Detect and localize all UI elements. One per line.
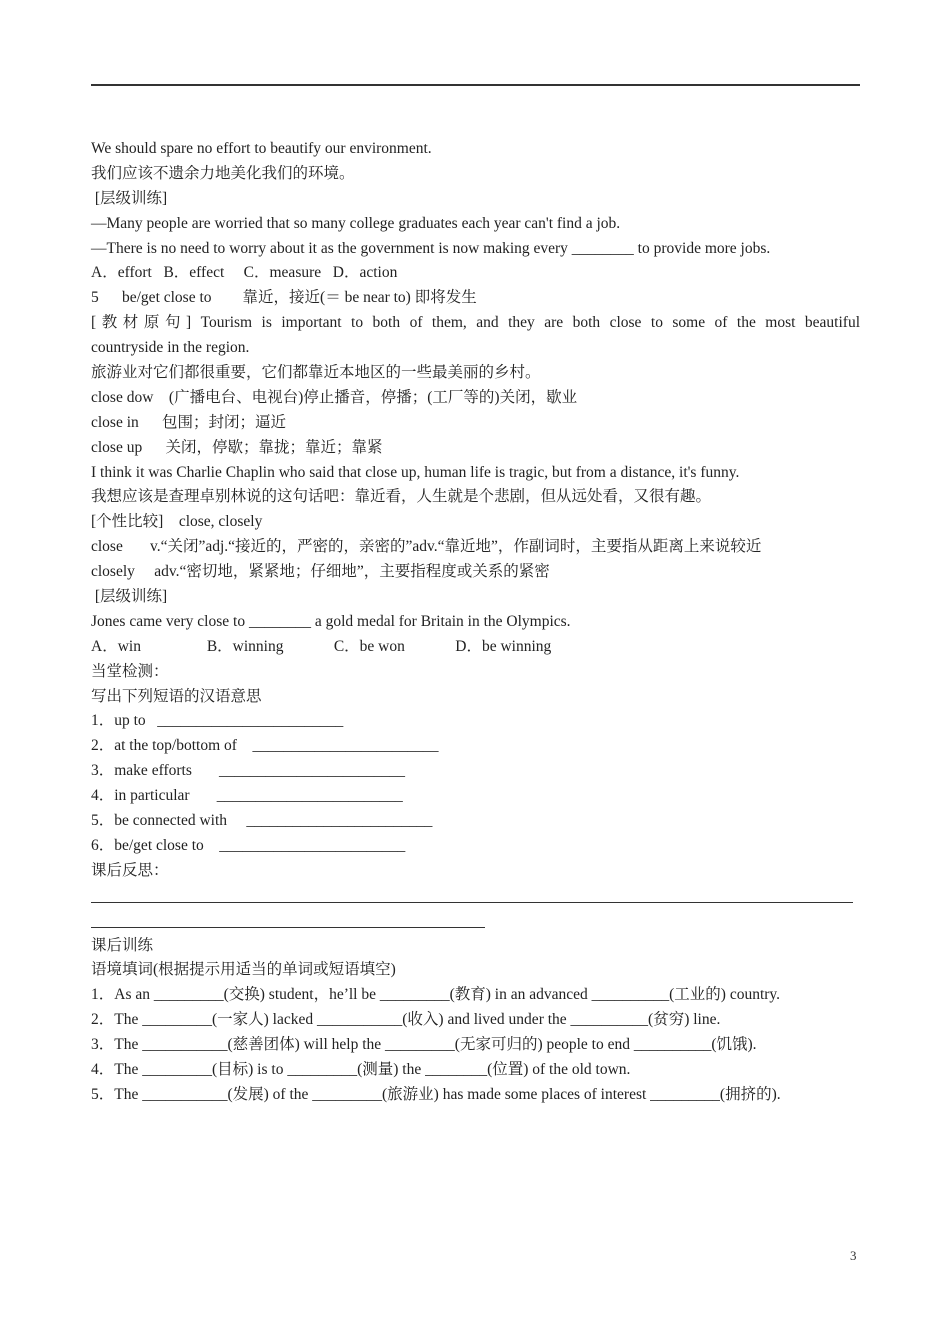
fill-in-exercise: 1．As an _________(交换) student，he’ll be _________(教育) in an advanced __________(工业的) country. — [91, 986, 781, 1004]
instruction: 语境填词(根据提示用适当的单词或短语填空) — [91, 961, 396, 979]
phrase-exercise: 5．be connected with ________________________ — [91, 812, 433, 830]
textbook-sentence: [教材原句] Tourism is important to both of them, and they are both close to some of the most beautiful — [91, 314, 860, 332]
section-heading: [层级训练] — [91, 189, 168, 207]
phrase-exercise: 3．make efforts ________________________ — [91, 762, 405, 780]
phrase-exercise: 4．in particular ________________________ — [91, 787, 403, 805]
comparison-entry: closely adv.“密切地，紧紧地；仔细地”，主要指程度或关系的紧密 — [91, 563, 550, 581]
example-sentence: I think it was Charlie Chaplin who said that close up, human life is tragic, but from a distance, it's funny. — [91, 463, 740, 481]
phrase-entry: close in 包围；封闭；逼近 — [91, 413, 287, 431]
blank-line — [91, 913, 485, 928]
section-heading: 课后训练 — [91, 936, 154, 954]
dialogue-line: —Many people are worried that so many college graduates each year can't find a job. — [91, 214, 621, 232]
header-rule — [91, 84, 860, 86]
reflection-line — [91, 884, 860, 909]
fill-in-exercise: 5．The ___________(发展) of the _________(旅游业) has made some places of interest _________(拥挤的). — [91, 1085, 781, 1103]
section-heading: [个性比较] close, closely — [91, 513, 263, 531]
phrase-exercise: 2．at the top/bottom of ________________________ — [91, 737, 439, 755]
vocab-entry: 5 be/get close to 靠近，接近(＝ be near to) 即将发生 — [91, 289, 477, 307]
instruction: 写出下列短语的汉语意思 — [91, 687, 262, 705]
document-body — [91, 137, 860, 1108]
blank-line — [91, 888, 853, 903]
fill-in-exercise: 4．The _________(目标) is to _________(测量) the ________(位置) of the old town. — [91, 1060, 631, 1078]
dialogue-line: —There is no need to worry about it as the government is now making every ________ to provide more jobs. — [91, 239, 771, 257]
example-translation: 我想应该是查理卓别林说的这句话吧：靠近看，人生就是个悲剧，但从远处看，又很有趣。 — [91, 488, 712, 506]
fill-in-exercise: 2．The _________(一家人) lacked ___________(收入) and lived under the __________(贫穷) line. — [91, 1011, 721, 1029]
section-heading: 课后反思： — [91, 861, 169, 879]
fill-in-exercise: 3．The ___________(慈善团体) will help the _________(无家可归的) people to end __________(饥饿). — [91, 1036, 757, 1054]
page-number: 3 — [850, 1248, 857, 1263]
exercise-question: Jones came very close to ________ a gold medal for Britain in the Olympics. — [91, 612, 571, 630]
phrase-exercise: 1．up to ________________________ — [91, 712, 344, 730]
answer-options: A．win B．winning C．be won D．be winning — [91, 637, 552, 655]
phrase-entry: close up 关闭，停歇；靠拢；靠近；靠紧 — [91, 438, 383, 456]
textbook-translation: 旅游业对它们都很重要，它们都靠近本地区的一些最美丽的乡村。 — [91, 364, 541, 382]
answer-options: A．effort B．effect C．measure D．action — [91, 264, 398, 282]
reflection-line — [91, 909, 860, 934]
example-translation: 我们应该不遗余力地美化我们的环境。 — [91, 164, 355, 182]
phrase-exercise: 6．be/get close to ________________________ — [91, 836, 406, 854]
phrase-entry: close dow (广播电台、电视台)停止播音，停播；(工厂等的)关闭，歇业 — [91, 388, 578, 406]
section-heading: [层级训练] — [91, 588, 168, 606]
textbook-sentence-cont: countryside in the region. — [91, 339, 250, 357]
section-heading: 当堂检测： — [91, 662, 169, 680]
example-sentence: We should spare no effort to beautify our environment. — [91, 140, 432, 157]
comparison-entry: close v.“关闭”adj.“接近的，严密的，亲密的”adv.“靠近地”，作副词时，主要指从距离上来说较近 — [91, 538, 762, 556]
